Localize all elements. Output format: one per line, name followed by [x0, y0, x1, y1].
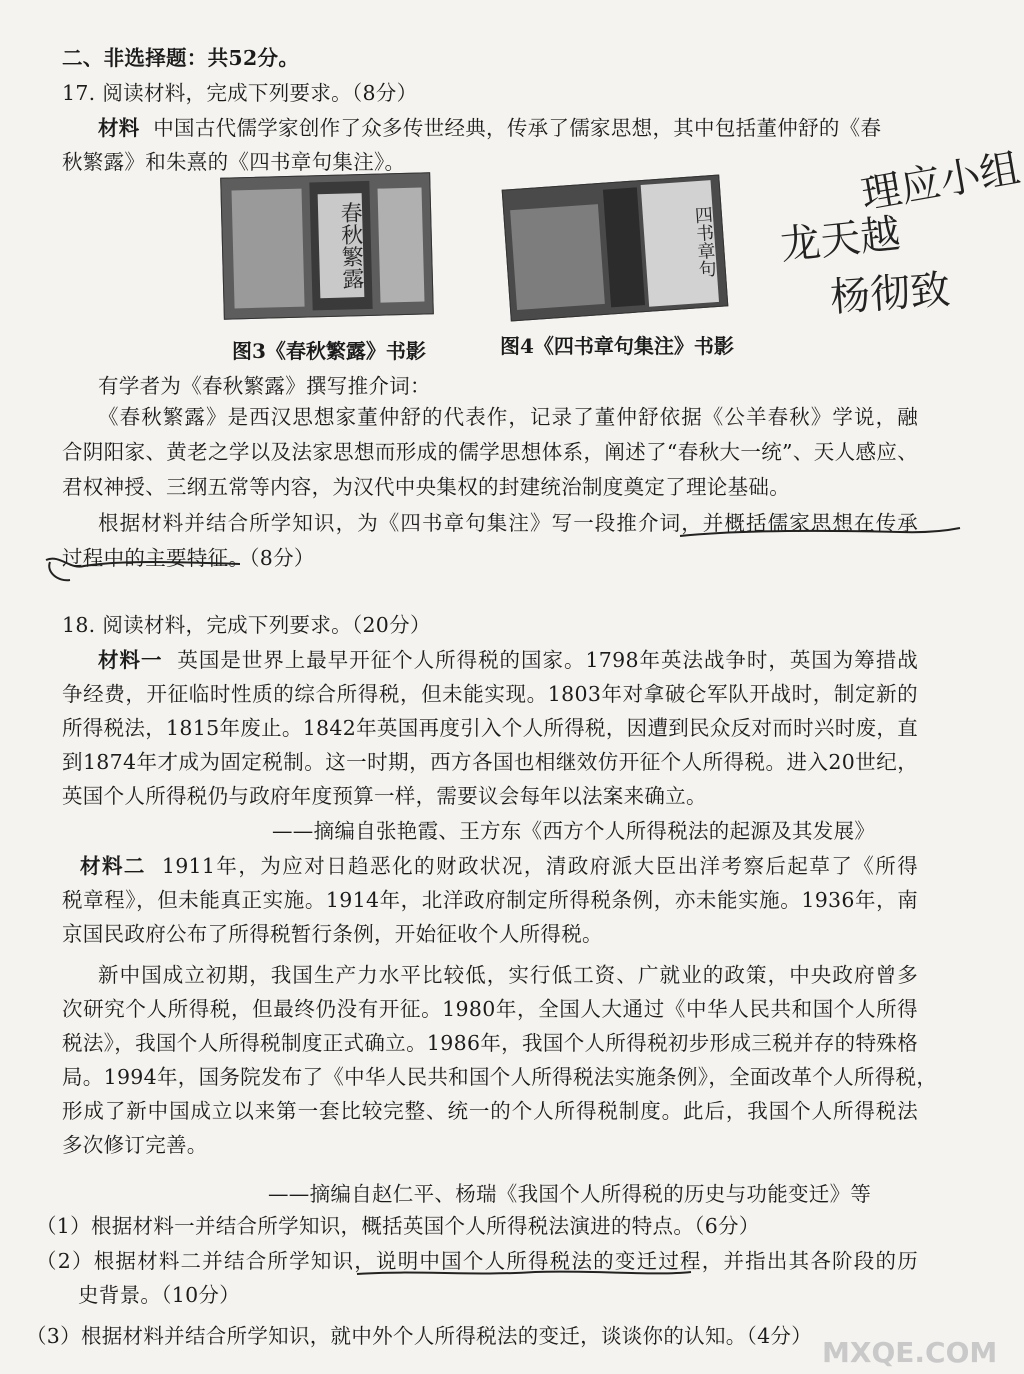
q17-para-line1: 《春秋繁露》是西汉思想家董仲舒的代表作，记录了董仲舒依据《公羊春秋》学说，融: [98, 405, 918, 429]
handwriting-line2: 龙天越: [778, 210, 903, 270]
q17-task-line1: 根据材料并结合所学知识，为《四书章句集注》写一段推介词，并概括儒家思想在传承: [98, 511, 918, 535]
q18-m2-p2-line5: 形成了新中国成立以来第一套比较完整、统一的个人所得税制度。此后，我国个人所得税法: [62, 1099, 918, 1123]
q18-sub1: （1）根据材料一并结合所学知识，概括英国个人所得税法演进的特点。（6分）: [36, 1214, 760, 1238]
q18-m2-p2-line1: 新中国成立初期，我国生产力水平比较低，实行低工资、广就业的政策，中央政府曾多: [98, 963, 918, 987]
handwriting-line3: 杨彻致: [828, 266, 952, 322]
q18-m2-p2-line3: 税法》，我国个人所得税制度正式确立。1986年，我国个人所得税初步形成三税并存的特殊格: [62, 1031, 918, 1055]
q17-material-label: 材料: [98, 116, 140, 140]
q18-m2-p2-line2: 次研究个人所得税，但最终仍没有开征。1980年，全国人大通过《中华人民共和国个人所得: [62, 997, 918, 1021]
q18-sub2-line2: 史背景。（10分）: [78, 1283, 241, 1307]
q17-stem: 17. 阅读材料，完成下列要求。（8分）: [62, 81, 418, 105]
q18-m2-label: 材料二: [80, 854, 146, 878]
q17-para-line2: 合阴阳家、黄老之学以及法家思想而形成的儒学思想体系，阐述了“春秋大一统”、天人感应、: [62, 440, 918, 464]
handwriting-line1: 理应小组: [857, 145, 1024, 219]
figure-3-image: [220, 172, 434, 319]
q17-material-line1: [98, 114, 881, 142]
q18-m1-text: 英国是世界上最早开征个人所得税的国家。1798年英法战争时，英国为筹措战: [177, 648, 918, 672]
watermark-text: MXQE.COM: [822, 1336, 998, 1369]
q18-m1-line4: 到1874年才成为固定税制。这一时期，西方各国也相继效仿开征个人所得税。进入20世纪，: [62, 750, 918, 774]
q18-sub3: （3）根据材料并结合所学知识，就中外个人所得税法的变迁，谈谈你的认知。（4分）: [26, 1324, 813, 1348]
q18-m1-line1: [98, 646, 918, 674]
q17-material-line2: 秋繁露》和朱熹的《四书章句集注》。: [62, 150, 406, 174]
figure-4-caption: 图4《四书章句集注》书影: [500, 334, 734, 358]
figure-4-title: 四书章句: [641, 180, 719, 307]
figure-4-image: [502, 175, 729, 322]
q18-m2-source: ——摘编自赵仁平、杨瑞《我国个人所得税的历史与功能变迁》等: [268, 1182, 872, 1206]
q18-m1-line2: 争经费，开征临时性质的综合所得税，但未能实现。1803年对拿破仑军队开战时，制定新的: [62, 682, 918, 706]
q18-m1-label: 材料一: [98, 648, 163, 672]
q17-task-line2: 过程中的主要特征。（8分）: [62, 546, 315, 570]
q18-m2-p2-line4: 局。1994年，国务院发布了《中华人民共和国个人所得税法实施条例》，全面改革个人所得税，: [62, 1065, 938, 1089]
section-title: 二、非选择题：共52分。: [62, 46, 300, 70]
q18-m2-p2-line6: 多次修订完善。: [62, 1133, 208, 1157]
q18-stem: 18. 阅读材料，完成下列要求。（20分）: [62, 613, 431, 637]
q18-m2-line3: 京国民政府公布了所得税暂行条例，开始征收个人所得税。: [62, 922, 603, 946]
q18-sub2-line1: （2）根据材料二并结合所学知识，说明中国个人所得税法的变迁过程，并指出其各阶段的历: [36, 1249, 918, 1273]
q17-material-text: 中国古代儒学家创作了众多传世经典，传承了儒家思想，其中包括董仲舒的《春: [153, 116, 882, 140]
q17-intro: 有学者为《春秋繁露》撰写推介词：: [98, 374, 431, 398]
q18-m1-line3: 所得税法，1815年废止。1842年英国再度引入个人所得税，因遭到民众反对而时兴时废，直: [62, 716, 918, 740]
q17-para-line3: 君权神授、三纲五常等内容，为汉代中央集权的封建统治制度奠定了理论基础。: [62, 475, 790, 499]
q18-m2-text: 1911年，为应对日趋恶化的财政状况，清政府派大臣出洋考察后起草了《所得: [161, 854, 919, 878]
figure-3-caption: 图3《春秋繁露》书影: [232, 339, 426, 363]
q18-m1-line5: 英国个人所得税仍与政府年度预算一样，需要议会每年以法案来确立。: [62, 784, 707, 808]
underline-scribble: [40, 500, 960, 590]
underline-scribble-2: [355, 1262, 695, 1282]
figure-3-title: 春秋繁露: [318, 193, 365, 298]
q18-m2-line2: 税章程》，但未能真正实施。1914年，北洋政府制定所得税条例，亦未能实施。1936年，南: [62, 888, 918, 912]
q18-m1-source: ——摘编自张艳霞、王方东《西方个人所得税法的起源及其发展》: [272, 819, 876, 843]
q18-m2-line1: [80, 852, 918, 880]
